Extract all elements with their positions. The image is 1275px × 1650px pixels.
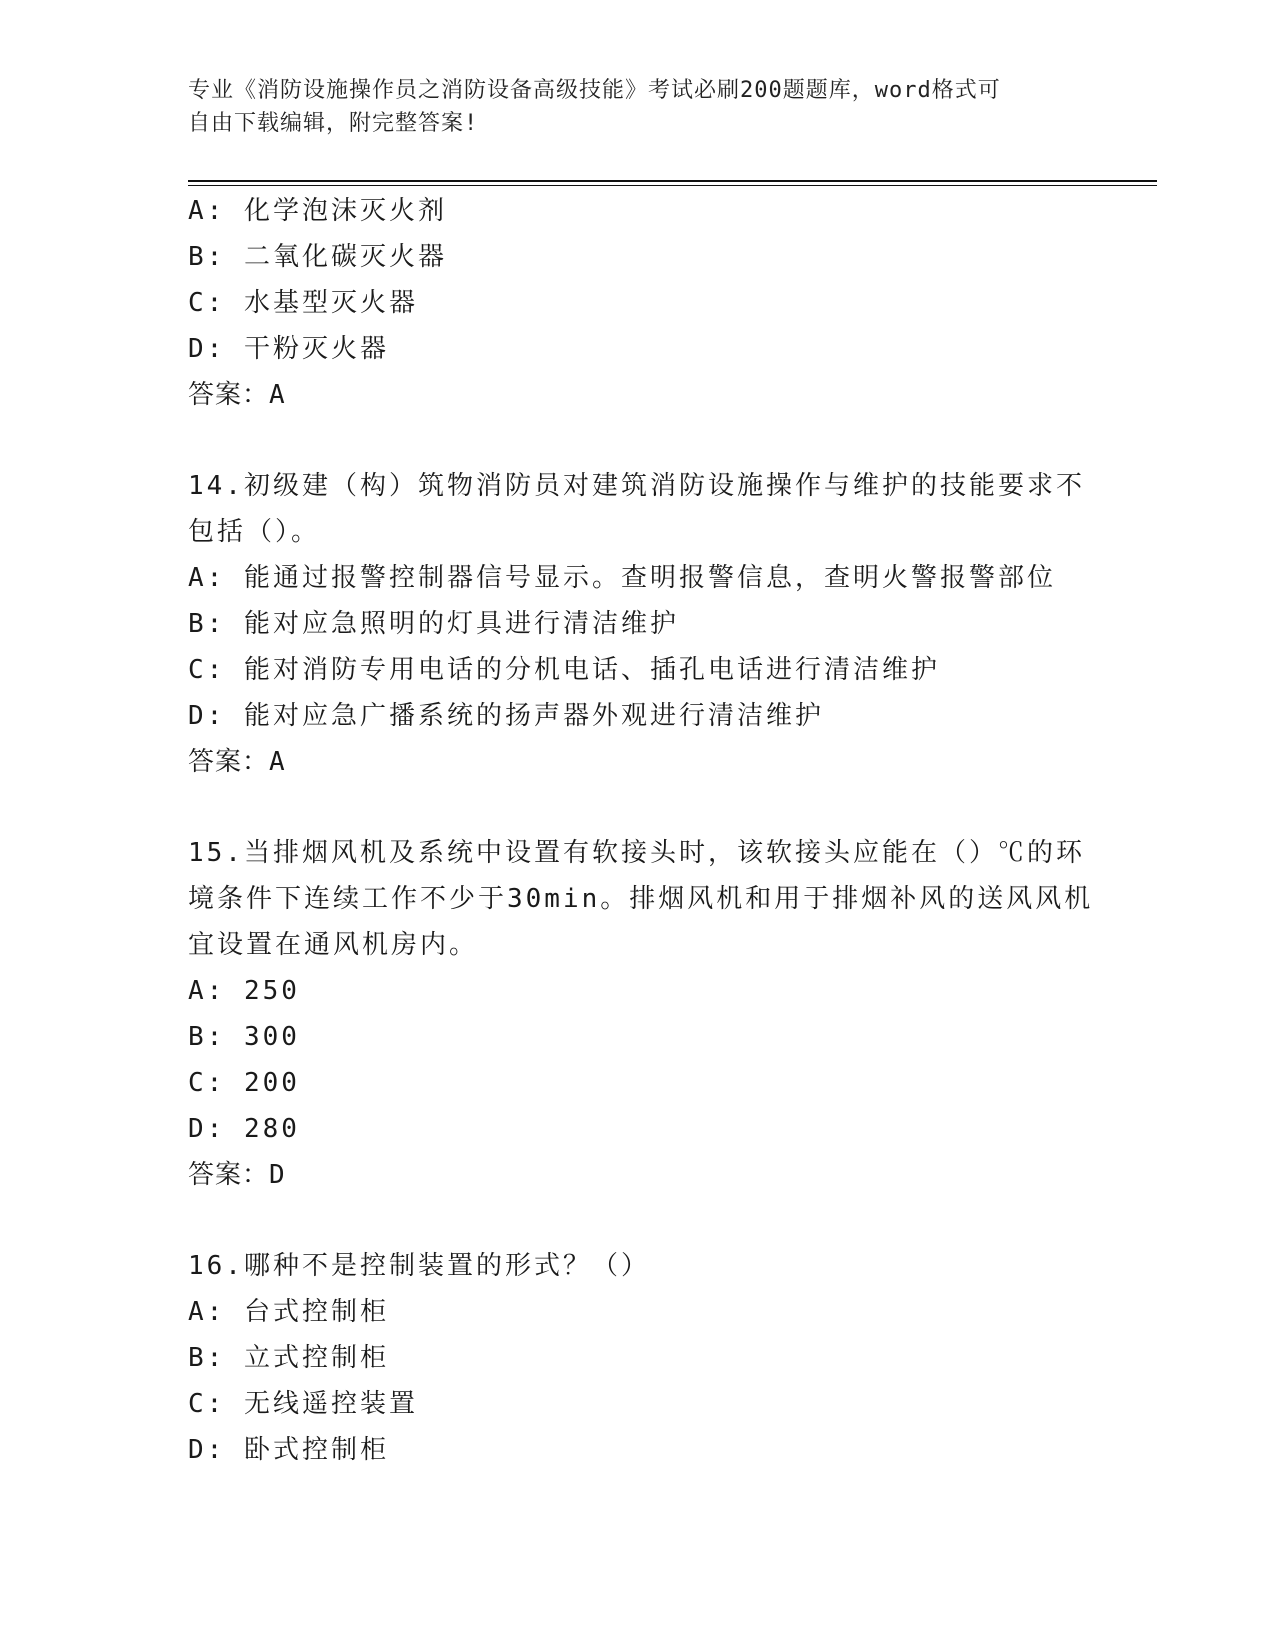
option-c: C: 无线遥控装置	[188, 1389, 418, 1419]
spacer	[188, 418, 1128, 463]
question-list	[188, 188, 1128, 1473]
option-a: A: 化学泡沫灭火剂	[188, 196, 447, 226]
option-b: B: 300	[188, 1022, 300, 1052]
option-c: C: 水基型灭火器	[188, 288, 418, 318]
question-stem-line: 境条件下连续工作不少于30min。排烟风机和用于排烟补风的送风风机	[188, 884, 1094, 914]
question-stem-line: 包括（）。	[188, 517, 321, 547]
header-divider-thick	[188, 180, 1157, 182]
option-d: D: 能对应急广播系统的扬声器外观进行清洁维护	[188, 701, 824, 731]
question-stem-line: 16.哪种不是控制装置的形式？（）	[188, 1251, 650, 1281]
option-a: A: 能通过报警控制器信号显示。查明报警信息，查明火警报警部位	[188, 563, 1056, 593]
answer-line: 答案：A	[188, 747, 286, 777]
spacer	[188, 785, 1128, 830]
question-stem-line: 宜设置在通风机房内。	[188, 930, 479, 960]
question-15	[188, 830, 1128, 1198]
answer-line: 答案：A	[188, 380, 286, 410]
spacer	[188, 1198, 1128, 1243]
header-line-1: 专业《消防设施操作员之消防设备高级技能》考试必刷200题题库，word格式可	[188, 78, 1001, 103]
option-d: D: 卧式控制柜	[188, 1435, 389, 1465]
option-c: C: 能对消防专用电话的分机电话、插孔电话进行清洁维护	[188, 655, 940, 685]
option-a: A: 250	[188, 976, 300, 1006]
option-a: A: 台式控制柜	[188, 1297, 389, 1327]
document-header	[188, 74, 1088, 140]
question-13	[188, 188, 1128, 418]
option-c: C: 200	[188, 1068, 300, 1098]
question-stem-line: 14.初级建（构）筑物消防员对建筑消防设施操作与维护的技能要求不	[188, 471, 1085, 501]
option-d: D: 干粉灭火器	[188, 334, 389, 364]
question-14	[188, 463, 1128, 785]
question-stem-line: 15.当排烟风机及系统中设置有软接头时，该软接头应能在（）℃的环	[188, 838, 1085, 868]
header-line-2: 自由下载编辑，附完整答案!	[188, 111, 479, 136]
answer-line: 答案：D	[188, 1160, 286, 1190]
option-b: B: 二氧化碳灭火器	[188, 242, 447, 272]
option-b: B: 立式控制柜	[188, 1343, 389, 1373]
option-b: B: 能对应急照明的灯具进行清洁维护	[188, 609, 679, 639]
header-divider-thin	[188, 185, 1157, 186]
question-16	[188, 1243, 1128, 1473]
option-d: D: 280	[188, 1114, 300, 1144]
